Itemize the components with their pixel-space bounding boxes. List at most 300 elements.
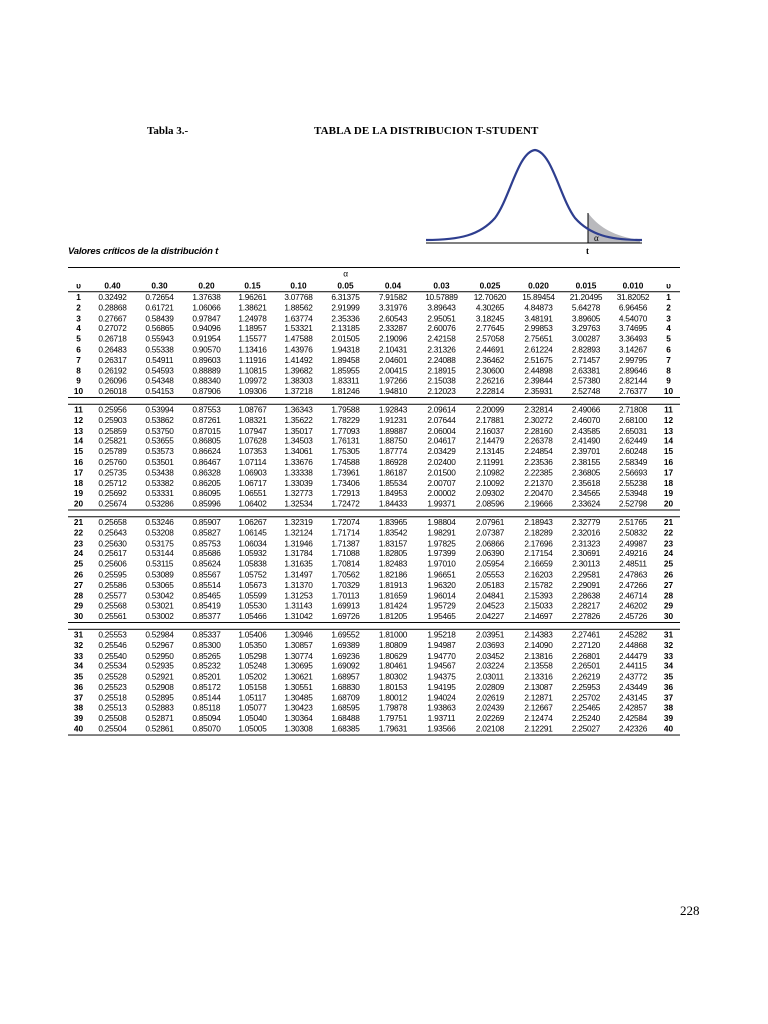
critical-value-cell: 0.53065: [145, 580, 174, 590]
critical-value-cell: 1.30423: [284, 702, 313, 713]
row-df-label-right: 20: [657, 499, 680, 510]
critical-value-cell: 2.03011: [476, 671, 504, 682]
critical-value-cell: 1.87774: [378, 446, 408, 457]
empty-cell: [514, 267, 563, 279]
critical-value-cell: 2.28217: [571, 600, 601, 611]
critical-value-cell: 0.54153: [136, 386, 183, 397]
critical-value-cell: 1.06066: [192, 302, 221, 313]
critical-value-cell: 2.07644: [427, 415, 456, 425]
critical-value-cell: 2.14479: [475, 436, 505, 446]
gap-cell: [68, 397, 680, 404]
empty-cell: [657, 267, 680, 279]
empty-cell: [609, 267, 657, 279]
critical-value-cell: 1.05932: [238, 548, 267, 559]
critical-value-cell: 0.52883: [145, 702, 174, 713]
critical-value-cell: 1.73406: [331, 478, 360, 488]
alpha-header-row: [68, 267, 680, 279]
row-df-label-right: 39: [663, 713, 674, 724]
critical-value-cell: 0.25546: [98, 640, 127, 650]
critical-value-cell: 2.19666: [514, 499, 563, 510]
critical-value-cell: 2.16659: [524, 559, 553, 569]
critical-value-cell: 1.33676: [284, 457, 313, 467]
critical-value-cell: 2.53948: [618, 488, 648, 499]
row-df-label-right: 35: [663, 671, 674, 682]
critical-value-cell: 0.25595: [98, 569, 127, 580]
critical-value-cell: 2.07387: [475, 527, 505, 538]
critical-value-cell: 2.42326: [609, 724, 657, 735]
critical-value-cell: 21.20495: [569, 292, 603, 302]
critical-value-cell: 2.57058: [475, 334, 505, 344]
critical-value-cell: 2.10982: [475, 467, 505, 478]
critical-value-cell: 2.12291: [514, 724, 563, 735]
critical-value-cell: 1.05248: [238, 661, 267, 671]
group-gap: [68, 510, 680, 517]
critical-value-cell: 2.34565: [571, 488, 601, 499]
critical-value-cell: 4.54070: [618, 313, 648, 323]
critical-value-cell: 1.41492: [284, 355, 313, 365]
critical-value-cell: 1.30774: [284, 650, 313, 661]
critical-value-cell: 2.31326: [427, 344, 456, 355]
critical-value-cell: 1.30364: [284, 713, 313, 724]
row-df-label-left: 21: [68, 517, 89, 528]
alpha-column-header: 0.015: [563, 280, 609, 292]
table-row: [68, 559, 680, 569]
critical-value-cell: 2.56693: [618, 467, 648, 478]
critical-value-cell: 2.55238: [618, 478, 648, 488]
critical-value-cell: 1.30551: [284, 682, 313, 692]
critical-value-cell: 1.97010: [427, 559, 456, 569]
critical-value-cell: 1.72913: [331, 488, 360, 499]
critical-value-cell: 0.53331: [145, 488, 174, 499]
table-row: [68, 549, 680, 559]
critical-value-cell: 2.26501: [571, 661, 601, 671]
table-row: [68, 724, 680, 735]
critical-value-cell: 2.82893: [571, 344, 601, 355]
critical-value-cell: 0.53042: [145, 590, 174, 601]
critical-value-cell: 2.25953: [571, 682, 601, 692]
critical-value-cell: 1.05117: [238, 692, 267, 703]
critical-value-cell: 1.33039: [284, 478, 313, 488]
critical-value-cell: 1.68488: [331, 713, 360, 724]
row-df-label-left: 35: [73, 671, 84, 682]
critical-value-cell: 0.85201: [192, 671, 221, 682]
critical-value-cell: 2.02809: [475, 682, 505, 692]
critical-value-cell: 2.19096: [378, 334, 408, 344]
critical-value-cell: 0.85094: [192, 713, 221, 724]
critical-value-cell: 2.10092: [475, 478, 505, 488]
row-df-label-right: 6: [666, 344, 671, 355]
critical-value-cell: 2.32814: [514, 404, 563, 415]
critical-value-cell: 0.85686: [192, 548, 221, 559]
critical-value-cell: 1.31635: [284, 559, 313, 569]
empty-cell: [563, 267, 609, 279]
critical-value-cell: 0.86095: [192, 488, 221, 499]
critical-value-cell: 0.85118: [192, 702, 221, 713]
table-row: [68, 386, 680, 397]
critical-value-cell: 2.06390: [475, 548, 505, 559]
critical-value-cell: 0.85753: [192, 538, 221, 548]
critical-value-cell: 0.53246: [136, 517, 183, 528]
critical-value-cell: 2.51675: [524, 355, 553, 365]
t-critical-values-table: [68, 267, 680, 735]
critical-value-cell: 1.30621: [284, 671, 313, 682]
critical-value-cell: 1.80809: [378, 640, 408, 650]
alpha-column-header: 0.40: [89, 280, 136, 292]
critical-value-cell: 2.44479: [618, 650, 648, 661]
critical-value-cell: 2.01505: [331, 334, 360, 344]
gap-cell: [68, 622, 680, 629]
row-df-label-left: 26: [73, 569, 84, 580]
critical-value-cell: 0.53002: [136, 611, 183, 622]
critical-value-cell: 1.06903: [238, 467, 267, 478]
critical-value-cell: 2.02108: [466, 724, 514, 735]
t-figure-label: t: [586, 246, 589, 256]
critical-value-cell: 0.25956: [89, 404, 136, 415]
critical-value-cell: 0.25821: [98, 436, 127, 446]
row-df-label-left: 15: [73, 446, 84, 457]
critical-value-cell: 1.71387: [331, 538, 360, 548]
critical-value-cell: 2.02269: [475, 713, 505, 724]
alpha-column-header: 0.05: [322, 280, 369, 292]
critical-value-cell: 0.25674: [89, 499, 136, 510]
table-row: [68, 334, 680, 344]
critical-value-cell: 2.47863: [618, 569, 648, 580]
critical-value-cell: 1.05350: [238, 640, 267, 650]
critical-value-cell: 1.05838: [238, 559, 267, 569]
critical-value-cell: 1.93566: [417, 724, 466, 735]
critical-value-cell: 0.55943: [145, 334, 174, 344]
critical-value-cell: 3.18245: [475, 313, 505, 323]
critical-value-cell: 1.11916: [238, 355, 267, 365]
critical-value-cell: 2.71808: [609, 404, 657, 415]
critical-value-cell: 0.97847: [192, 313, 221, 323]
critical-value-cell: 2.27826: [563, 611, 609, 622]
row-df-label-left: 37: [73, 692, 84, 703]
critical-value-cell: 2.42158: [427, 334, 456, 344]
critical-value-cell: 2.43585: [571, 425, 601, 436]
critical-value-cell: 2.52798: [609, 499, 657, 510]
critical-value-cell: 2.15393: [524, 590, 553, 601]
critical-value-cell: 1.96651: [427, 569, 456, 580]
critical-value-cell: 2.60543: [378, 313, 408, 323]
critical-value-cell: 1.53321: [284, 323, 313, 334]
row-df-label-left: 12: [73, 415, 84, 425]
empty-cell: [230, 267, 275, 279]
critical-value-cell: 1.76131: [331, 436, 360, 446]
table-row: [68, 404, 680, 415]
row-df-label-left: 6: [76, 344, 81, 355]
critical-value-cell: 2.14090: [524, 640, 553, 650]
table-row: [68, 376, 680, 386]
critical-value-cell: 1.94810: [369, 386, 417, 397]
critical-value-cell: 2.71457: [571, 355, 601, 365]
critical-value-cell: 0.85996: [183, 499, 230, 510]
critical-value-cell: 2.22814: [466, 386, 514, 397]
critical-value-cell: 2.10431: [378, 344, 408, 355]
critical-value-cell: 2.16037: [475, 425, 505, 436]
critical-value-cell: 0.25518: [98, 692, 127, 703]
row-df-label-right: 2: [666, 302, 671, 313]
critical-value-cell: 6.31375: [331, 292, 360, 302]
critical-value-cell: 1.34503: [284, 436, 313, 446]
row-df-label-right: 29: [663, 600, 674, 611]
critical-value-cell: 1.91231: [378, 415, 408, 425]
alpha-column-header: 0.30: [136, 280, 183, 292]
critical-value-cell: 0.53115: [145, 559, 174, 569]
critical-value-cell: 1.31253: [284, 590, 313, 601]
critical-value-cell: 2.61224: [524, 344, 553, 355]
row-df-label-right: 13: [663, 425, 674, 436]
critical-value-cell: 2.29581: [571, 569, 601, 580]
critical-value-cell: 1.99371: [417, 499, 466, 510]
critical-value-cell: 0.86805: [192, 436, 221, 446]
table-row: [68, 629, 680, 640]
critical-value-cell: 2.26216: [475, 376, 505, 386]
critical-value-cell: 2.26378: [524, 436, 553, 446]
critical-value-cell: 2.99795: [618, 355, 648, 365]
critical-value-cell: 2.06004: [427, 425, 456, 436]
critical-value-cell: 0.52871: [145, 713, 174, 724]
critical-value-cell: 2.41490: [571, 436, 601, 446]
row-df-label-left: 28: [73, 590, 84, 601]
table-row: [68, 447, 680, 457]
critical-value-cell: 1.05599: [238, 590, 267, 601]
critical-value-cell: 2.45726: [609, 611, 657, 622]
critical-value-cell: 1.96014: [427, 590, 456, 601]
density-curve: [426, 150, 642, 240]
critical-value-cell: 1.88750: [378, 436, 408, 446]
row-df-label-right: 14: [663, 436, 674, 446]
critical-value-cell: 0.25561: [89, 611, 136, 622]
row-df-label-left: 13: [73, 425, 84, 436]
alpha-header: α: [322, 267, 369, 279]
table-row: [68, 355, 680, 365]
critical-value-cell: 2.21370: [524, 478, 553, 488]
table-row: [68, 640, 680, 650]
critical-value-cell: 1.89458: [331, 355, 360, 365]
critical-value-cell: 2.31323: [571, 538, 601, 548]
critical-value-cell: 1.31946: [284, 538, 313, 548]
critical-value-cell: 2.43772: [618, 671, 648, 682]
row-df-label-left: 30: [68, 611, 89, 622]
critical-value-cell: 2.33287: [378, 323, 408, 334]
critical-value-cell: 2.89646: [618, 365, 648, 376]
critical-value-cell: 1.92843: [369, 404, 417, 415]
table-row: [68, 426, 680, 436]
critical-value-cell: 2.30272: [524, 415, 553, 425]
critical-value-cell: 1.94195: [427, 682, 456, 692]
critical-value-cell: 2.27120: [571, 640, 601, 650]
critical-value-cell: 0.52967: [145, 640, 174, 650]
critical-value-cell: 1.83311: [331, 376, 360, 386]
critical-value-cell: 2.39701: [571, 446, 601, 457]
critical-value-cell: 1.06145: [238, 527, 267, 538]
empty-cell: [183, 267, 230, 279]
row-df-label-left: 7: [76, 355, 81, 365]
row-df-label-left: 19: [73, 488, 84, 499]
critical-value-cell: 2.18943: [514, 517, 563, 528]
critical-value-cell: 0.25523: [98, 682, 127, 692]
critical-value-cell: 2.14697: [514, 611, 563, 622]
critical-value-cell: 3.00287: [571, 334, 601, 344]
critical-value-cell: 2.47266: [618, 580, 648, 590]
critical-value-cell: 1.97825: [427, 538, 456, 548]
critical-value-cell: 0.25903: [98, 415, 127, 425]
critical-value-cell: 1.83965: [369, 517, 417, 528]
table-row: [68, 713, 680, 723]
row-df-label-left: 3: [76, 313, 81, 323]
critical-value-cell: 0.85377: [183, 611, 230, 622]
critical-value-cell: 0.32492: [98, 292, 127, 302]
row-df-label-right: 32: [663, 640, 674, 650]
critical-value-cell: 1.68957: [331, 671, 360, 682]
row-df-label-left: 23: [73, 538, 84, 548]
critical-value-cell: 0.27072: [98, 323, 127, 334]
critical-value-cell: 0.53655: [145, 436, 174, 446]
critical-value-cell: 1.32773: [284, 488, 313, 499]
table-row: [68, 591, 680, 601]
critical-value-cell: 0.26483: [98, 344, 127, 355]
row-df-label-left: 17: [73, 467, 84, 478]
critical-value-cell: 1.83542: [378, 527, 408, 538]
critical-value-cell: 2.15033: [524, 600, 553, 611]
critical-value-cell: 1.85955: [331, 365, 360, 376]
critical-value-cell: 2.42857: [618, 702, 648, 713]
critical-value-cell: 2.25027: [563, 724, 609, 735]
table-row: [68, 303, 680, 313]
critical-value-cell: 1.43976: [284, 344, 313, 355]
row-df-label-right: 1: [666, 292, 671, 302]
row-df-label-left: 25: [73, 559, 84, 569]
critical-value-cell: 2.20470: [524, 488, 553, 499]
critical-value-cell: 2.03693: [475, 640, 505, 650]
critical-value-cell: 2.13816: [524, 650, 553, 661]
row-df-label-right: 15: [663, 446, 674, 457]
critical-value-cell: 1.05005: [230, 724, 275, 735]
critical-value-cell: 2.26801: [571, 650, 601, 661]
critical-value-cell: 2.48511: [619, 559, 647, 569]
critical-value-cell: 2.75651: [524, 334, 553, 344]
critical-value-cell: 2.35618: [571, 478, 601, 488]
critical-value-cell: 2.06866: [475, 538, 505, 548]
critical-value-cell: 2.12023: [417, 386, 466, 397]
critical-value-cell: 0.27667: [98, 313, 127, 323]
critical-value-cell: 1.81205: [369, 611, 417, 622]
critical-value-cell: 1.36343: [275, 404, 322, 415]
critical-value-cell: 1.09972: [238, 376, 267, 386]
critical-value-cell: 0.86205: [192, 478, 221, 488]
critical-value-cell: 10.57889: [425, 292, 458, 302]
critical-value-cell: 7.91582: [378, 292, 408, 302]
critical-value-cell: 2.02439: [475, 702, 505, 713]
critical-value-cell: 2.22385: [524, 467, 553, 478]
critical-value-cell: 0.25586: [98, 580, 127, 590]
row-df-label-left: 14: [73, 436, 84, 446]
row-df-label-right: 24: [663, 548, 674, 559]
critical-value-cell: 2.23536: [524, 457, 553, 467]
critical-value-cell: 1.31143: [284, 600, 313, 611]
row-df-label-right: 16: [663, 457, 674, 467]
critical-value-cell: 0.86624: [192, 446, 221, 457]
critical-value-cell: 1.30485: [284, 692, 313, 703]
critical-value-cell: 1.32534: [275, 499, 322, 510]
critical-value-cell: 0.87015: [192, 425, 221, 436]
critical-value-cell: 3.74695: [618, 323, 648, 334]
critical-value-cell: 0.53286: [136, 499, 183, 510]
critical-value-cell: 2.07961: [466, 517, 514, 528]
row-df-label-right: 8: [666, 365, 671, 376]
critical-value-cell: 0.25606: [98, 559, 127, 569]
table-row: [68, 703, 680, 713]
critical-value-cell: 2.14383: [514, 629, 563, 640]
critical-value-cell: 3.07768: [284, 292, 313, 302]
critical-value-cell: 1.05673: [238, 580, 267, 590]
critical-value-cell: 1.30695: [284, 661, 313, 671]
critical-value-cell: 2.44898: [524, 365, 553, 376]
critical-value-cell: 0.25528: [98, 671, 127, 682]
critical-value-cell: 2.05553: [475, 569, 505, 580]
row-df-label-left: 8: [76, 365, 81, 376]
row-df-label-left: 40: [68, 724, 89, 735]
critical-value-cell: 2.05183: [475, 580, 505, 590]
row-df-label-right: 28: [663, 590, 674, 601]
critical-value-cell: 1.83157: [378, 538, 408, 548]
row-df-label-left: 1: [76, 292, 81, 302]
critical-value-cell: 2.52748: [563, 386, 609, 397]
table-row: [68, 517, 680, 528]
critical-value-cell: 1.06034: [238, 538, 267, 548]
nu-header-right: υ: [657, 280, 680, 292]
critical-value-cell: 2.39844: [524, 376, 553, 386]
critical-value-cell: 1.69913: [331, 600, 360, 611]
row-df-label-right: 4: [666, 323, 671, 334]
table-row: [68, 468, 680, 478]
critical-value-cell: 2.03224: [475, 661, 505, 671]
critical-value-cell: 2.04227: [466, 611, 514, 622]
critical-value-cell: 1.69552: [322, 629, 369, 640]
critical-value-cell: 0.25540: [98, 650, 127, 661]
critical-value-cell: 4.84873: [524, 302, 553, 313]
row-df-label-left: 4: [76, 323, 81, 334]
empty-cell: [369, 267, 417, 279]
alpha-column-header: 0.10: [275, 280, 322, 292]
critical-value-cell: 1.39682: [284, 365, 313, 376]
row-df-label-right: 30: [657, 611, 680, 622]
table-row: [68, 415, 680, 425]
critical-value-cell: 1.98804: [417, 517, 466, 528]
critical-value-cell: 1.80461: [378, 661, 408, 671]
critical-value-cell: 1.81913: [378, 580, 408, 590]
critical-value-cell: 1.93863: [427, 702, 456, 713]
critical-value-cell: 1.68830: [331, 682, 360, 692]
critical-value-cell: 1.69236: [331, 650, 360, 661]
table-row: [68, 672, 680, 682]
critical-value-cell: 0.85144: [192, 692, 221, 703]
alpha-column-header: 0.03: [417, 280, 466, 292]
critical-value-cell: 1.31784: [284, 548, 313, 559]
critical-value-cell: 1.69726: [322, 611, 369, 622]
critical-value-cell: 1.05158: [238, 682, 267, 692]
critical-value-cell: 1.98291: [427, 527, 456, 538]
critical-value-cell: 0.85567: [192, 569, 221, 580]
critical-value-cell: 12.70620: [473, 292, 507, 302]
critical-value-cell: 0.25789: [98, 446, 127, 457]
critical-value-cell: 1.79588: [322, 404, 369, 415]
row-df-label-right: 40: [657, 724, 680, 735]
critical-value-cell: 1.75305: [331, 446, 360, 457]
critical-value-cell: 2.25240: [571, 713, 601, 724]
critical-value-cell: 1.07353: [238, 446, 267, 457]
